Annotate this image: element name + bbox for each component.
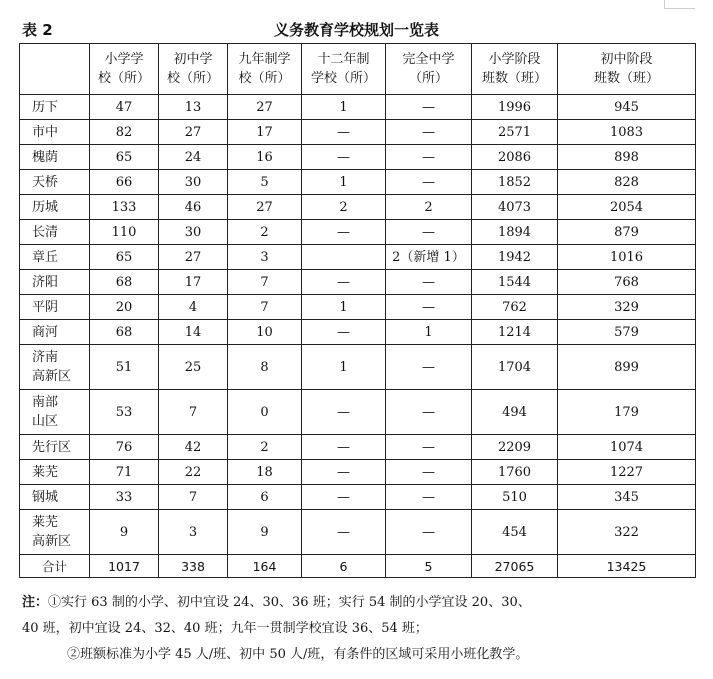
- table-cell: 9: [90, 510, 159, 555]
- region-name-cell: [20, 295, 90, 320]
- region-name: 历下: [32, 99, 59, 115]
- table-cell: 27: [228, 95, 302, 120]
- table-cell: 2: [386, 195, 472, 220]
- table-row: [20, 245, 696, 270]
- total-cell: 27065: [472, 555, 558, 578]
- table-cell: 1760: [472, 460, 558, 485]
- table-cell: 8: [228, 345, 302, 390]
- table-cell: —: [302, 145, 386, 170]
- table-cell: 1996: [472, 95, 558, 120]
- table-cell: 42: [159, 435, 228, 460]
- region-name: 天桥: [32, 174, 59, 190]
- header-col-junior-classes: 初中阶段 班数（班）: [558, 44, 696, 95]
- table-cell: —: [386, 345, 472, 390]
- table-cell: —: [386, 390, 472, 435]
- region-name: 济南: [32, 350, 59, 365]
- table-cell: 27: [159, 245, 228, 270]
- table-cell: 46: [159, 195, 228, 220]
- table-row: [20, 485, 696, 510]
- header-col-nine-year-schools: 九年制学 校（所）: [228, 44, 302, 95]
- region-name-cell: [20, 345, 90, 390]
- table-cell: 25: [159, 345, 228, 390]
- table-cell: —: [302, 460, 386, 485]
- table-cell: 2209: [472, 435, 558, 460]
- table-cell: 4: [159, 295, 228, 320]
- table-row: [20, 345, 696, 390]
- table-cell: 30: [159, 220, 228, 245]
- note-line-3: ②班额标准为小学 45 人/班、初中 50 人/班，有条件的区域可采用小班化教学。: [67, 647, 529, 662]
- table-cell: 110: [90, 220, 159, 245]
- region-name: 济阳: [32, 274, 59, 290]
- table-cell: 945: [558, 95, 696, 120]
- notes-heading: 注：: [22, 595, 49, 610]
- table-cell: 51: [90, 345, 159, 390]
- table-cell: 2（新增 1）: [386, 245, 472, 270]
- region-name-line2: 高新区: [32, 369, 72, 384]
- region-name: 商河: [32, 324, 59, 340]
- table-cell: 1: [386, 320, 472, 345]
- table-cell: 898: [558, 145, 696, 170]
- table-cell: 1544: [472, 270, 558, 295]
- table-cell: 3: [159, 510, 228, 555]
- table-cell: 2: [228, 220, 302, 245]
- table-cell: —: [386, 120, 472, 145]
- header-col-complete-middle-schools: 完全中学 （所）: [386, 44, 472, 95]
- table-cell: 2: [302, 195, 386, 220]
- table-cell: 7: [228, 270, 302, 295]
- table-row: [20, 460, 696, 485]
- table-cell: —: [386, 270, 472, 295]
- table-cell: —: [302, 320, 386, 345]
- table-cell: 7: [159, 485, 228, 510]
- table-cell: 18: [228, 460, 302, 485]
- table-row: [20, 195, 696, 220]
- table-cell: 68: [90, 320, 159, 345]
- region-name-cell: [20, 485, 90, 510]
- table-cell: 133: [90, 195, 159, 220]
- table-cell: 16: [228, 145, 302, 170]
- table-row: [20, 390, 696, 435]
- table-row: [20, 95, 696, 120]
- table-cell: 2086: [472, 145, 558, 170]
- table-cell: 14: [159, 320, 228, 345]
- table-cell: 68: [90, 270, 159, 295]
- table-row: [20, 295, 696, 320]
- table-cell: —: [386, 295, 472, 320]
- table-cell: —: [386, 460, 472, 485]
- table-cell: 53: [90, 390, 159, 435]
- table-cell: 1704: [472, 345, 558, 390]
- table-cell: 828: [558, 170, 696, 195]
- total-row: [20, 555, 696, 578]
- region-name-cell: [20, 170, 90, 195]
- table-cell: 65: [90, 245, 159, 270]
- table-cell: 20: [90, 295, 159, 320]
- table-number-label: 表 2: [22, 21, 53, 39]
- table-cell: 7: [159, 390, 228, 435]
- total-cell: 5: [386, 555, 472, 578]
- header-col-primary-schools: 小学学 校（所）: [90, 44, 159, 95]
- table-cell: 1942: [472, 245, 558, 270]
- table-cell: 5: [228, 170, 302, 195]
- region-name: 章丘: [32, 249, 59, 265]
- table-cell: 65: [90, 145, 159, 170]
- table-cell: 2054: [558, 195, 696, 220]
- region-name-cell: [20, 435, 90, 460]
- total-cell: 338: [159, 555, 228, 578]
- region-name-cell: [20, 195, 90, 220]
- table-cell: 510: [472, 485, 558, 510]
- table-cell: —: [302, 485, 386, 510]
- note-line-2: 40 班，初中宜设 24、32、40 班；九年一贯制学校宜设 36、54 班；: [22, 621, 428, 636]
- region-name-cell: [20, 510, 90, 555]
- region-name: 平阴: [32, 299, 59, 315]
- table-cell: 47: [90, 95, 159, 120]
- region-name-line2: 高新区: [32, 534, 72, 549]
- table-cell: 30: [159, 170, 228, 195]
- table-cell: 1016: [558, 245, 696, 270]
- table-cell: 76: [90, 435, 159, 460]
- region-name: 先行区: [32, 439, 72, 455]
- table-cell: 1: [302, 95, 386, 120]
- note-line-1: [22, 590, 702, 616]
- table-cell: —: [302, 220, 386, 245]
- table-cell: 82: [90, 120, 159, 145]
- table-cell: 494: [472, 390, 558, 435]
- table-cell: 768: [558, 270, 696, 295]
- region-name-cell: [20, 390, 90, 435]
- table-cell: —: [386, 485, 472, 510]
- table-cell: —: [302, 120, 386, 145]
- table-cell: 1894: [472, 220, 558, 245]
- table-row: [20, 510, 696, 555]
- header-col-primary-classes: 小学阶段 班数（班）: [472, 44, 558, 95]
- table-cell: 899: [558, 345, 696, 390]
- region-name: 市中: [32, 124, 59, 140]
- region-name: 槐荫: [32, 149, 59, 165]
- note-text-1: ①实行 63 制的小学、初中宜设 24、30、36 班；实行 54 制的小学宜设 20、30、: [48, 595, 531, 610]
- table-cell: 7: [228, 295, 302, 320]
- table-row: [20, 220, 696, 245]
- region-name-cell: [20, 270, 90, 295]
- notes-block: [22, 590, 702, 668]
- table-cell: 762: [472, 295, 558, 320]
- table-cell: 1214: [472, 320, 558, 345]
- table-cell: 179: [558, 390, 696, 435]
- table-cell: 1083: [558, 120, 696, 145]
- table-cell: 6: [228, 485, 302, 510]
- table-cell: —: [302, 390, 386, 435]
- header-col-twelve-year-schools: 十二年制 学校（所）: [302, 44, 386, 95]
- table-row: [20, 270, 696, 295]
- table-cell: 1: [302, 345, 386, 390]
- table-cell: —: [386, 510, 472, 555]
- region-name-cell: [20, 320, 90, 345]
- table-cell: —: [302, 270, 386, 295]
- region-name-cell: [20, 95, 90, 120]
- table-row: [20, 120, 696, 145]
- region-name-cell: [20, 145, 90, 170]
- table-cell: 4073: [472, 195, 558, 220]
- school-plan-table: [19, 43, 696, 578]
- header-row: [20, 44, 696, 95]
- region-name: 钢城: [32, 489, 59, 505]
- region-name-cell: [20, 460, 90, 485]
- table-cell: 1074: [558, 435, 696, 460]
- corner-mark: [664, 0, 695, 9]
- table-cell: —: [386, 95, 472, 120]
- total-label: 合计: [20, 555, 90, 578]
- table-cell: —: [302, 510, 386, 555]
- table-cell: —: [302, 435, 386, 460]
- table-cell: 1227: [558, 460, 696, 485]
- table-row: [20, 435, 696, 460]
- table-cell: 3: [228, 245, 302, 270]
- table-body: [20, 95, 696, 555]
- table-row: [20, 145, 696, 170]
- table-cell: 27: [228, 195, 302, 220]
- table-cell: 345: [558, 485, 696, 510]
- table-cell: 17: [228, 120, 302, 145]
- table-cell: 22: [159, 460, 228, 485]
- table-title: 义务教育学校规划一览表: [273, 21, 439, 39]
- region-name-cell: [20, 245, 90, 270]
- table-cell: 454: [472, 510, 558, 555]
- table-cell: 329: [558, 295, 696, 320]
- table-cell: [302, 245, 386, 270]
- table-cell: —: [386, 435, 472, 460]
- table-cell: 71: [90, 460, 159, 485]
- region-name: 南部: [32, 395, 59, 410]
- region-name: 长清: [32, 224, 59, 240]
- total-cell: 164: [228, 555, 302, 578]
- region-name: 莱芜: [32, 464, 59, 480]
- total-cell: 1017: [90, 555, 159, 578]
- table-cell: 33: [90, 485, 159, 510]
- table-cell: 10: [228, 320, 302, 345]
- total-cell: 6: [302, 555, 386, 578]
- region-name: 历城: [32, 199, 59, 215]
- region-name-cell: [20, 120, 90, 145]
- region-name-line2: 山区: [32, 414, 59, 429]
- table-cell: 66: [90, 170, 159, 195]
- table-cell: 17: [159, 270, 228, 295]
- table-cell: 13: [159, 95, 228, 120]
- table-cell: 2: [228, 435, 302, 460]
- table-cell: 1852: [472, 170, 558, 195]
- table-cell: 27: [159, 120, 228, 145]
- table-cell: 2571: [472, 120, 558, 145]
- table-cell: 9: [228, 510, 302, 555]
- region-name-cell: [20, 220, 90, 245]
- table-cell: 579: [558, 320, 696, 345]
- table-cell: —: [386, 145, 472, 170]
- table-cell: 24: [159, 145, 228, 170]
- header-corner-cell: [20, 44, 90, 95]
- table-cell: 0: [228, 390, 302, 435]
- table-cell: —: [386, 170, 472, 195]
- total-cell: 13425: [558, 555, 696, 578]
- table-row: [20, 320, 696, 345]
- region-name: 莱芜: [32, 515, 59, 530]
- table-cell: 322: [558, 510, 696, 555]
- table-cell: —: [386, 220, 472, 245]
- header-col-junior-schools: 初中学 校（所）: [159, 44, 228, 95]
- table-cell: 1: [302, 170, 386, 195]
- table-cell: 879: [558, 220, 696, 245]
- table-row: [20, 170, 696, 195]
- table-cell: 1: [302, 295, 386, 320]
